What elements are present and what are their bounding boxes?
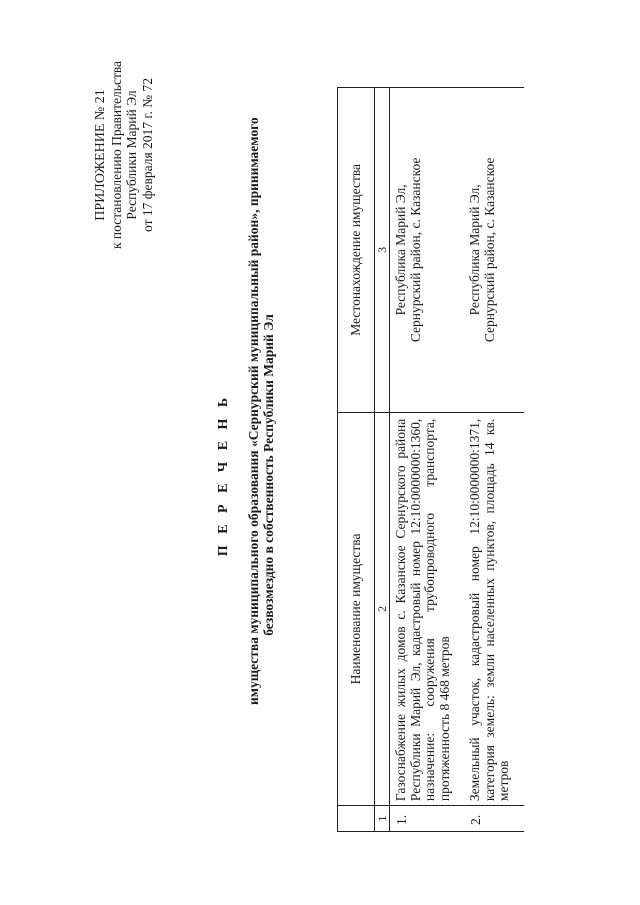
header-location: Местонахождение имущества: [338, 88, 375, 413]
property-location: [390, 88, 465, 413]
table-row: [390, 88, 465, 832]
table-header-row: [338, 88, 375, 832]
column-number-row: [375, 88, 390, 832]
row-number: 2.: [464, 806, 524, 832]
location-line-1: Республика Марий Эл,: [393, 184, 408, 316]
column-number-3: 3: [375, 88, 390, 413]
appendix-decree-line: к постановлению Правительства: [108, 60, 124, 250]
property-location: [464, 88, 524, 413]
appendix-republic-line: Республики Марий Эл: [124, 90, 139, 220]
property-table: [337, 87, 524, 832]
title-line-1: имущества муниципального образования «Сернурский муниципальный район», принимаемого: [245, 117, 261, 705]
table-row: [464, 88, 524, 832]
location-line-1: Республика Марий Эл,: [467, 184, 482, 316]
header-number: [338, 806, 375, 832]
property-name: Земельный участок, кадастровый номер 12:10:0000000:1371, категория земель: земли населенных пунктов, площадь 14 кв. метров: [464, 412, 524, 805]
title-caption: П Е Р Е Ч Е Н Ь: [216, 393, 231, 557]
location-line-2: Сернурский район, с. Казанское: [481, 157, 497, 343]
location-line-2: Сернурский район, с. Казанское: [407, 157, 423, 343]
appendix-number: ПРИЛОЖЕНИЕ № 21: [93, 89, 108, 221]
row-number: 1.: [390, 806, 465, 832]
appendix-block: [93, 5, 155, 305]
column-number-2: 2: [375, 412, 390, 805]
property-name: Газоснабжение жилых домов с. Казанское Сернурского района Республики Марий Эл, кадастровый номер 12:10:0000000:1360, назначение: сооружения трубопроводного транспорта, протяженность 8 468 метров: [390, 412, 465, 805]
title-line-2: безвозмездно в собственность Республики Марий Эл: [261, 314, 276, 636]
appendix-date-line: от 17 февраля 2017 г. № 72: [139, 78, 155, 232]
header-name: Наименование имущества: [338, 412, 375, 805]
column-number-1: 1: [375, 806, 390, 832]
document-title: [216, 117, 277, 705]
